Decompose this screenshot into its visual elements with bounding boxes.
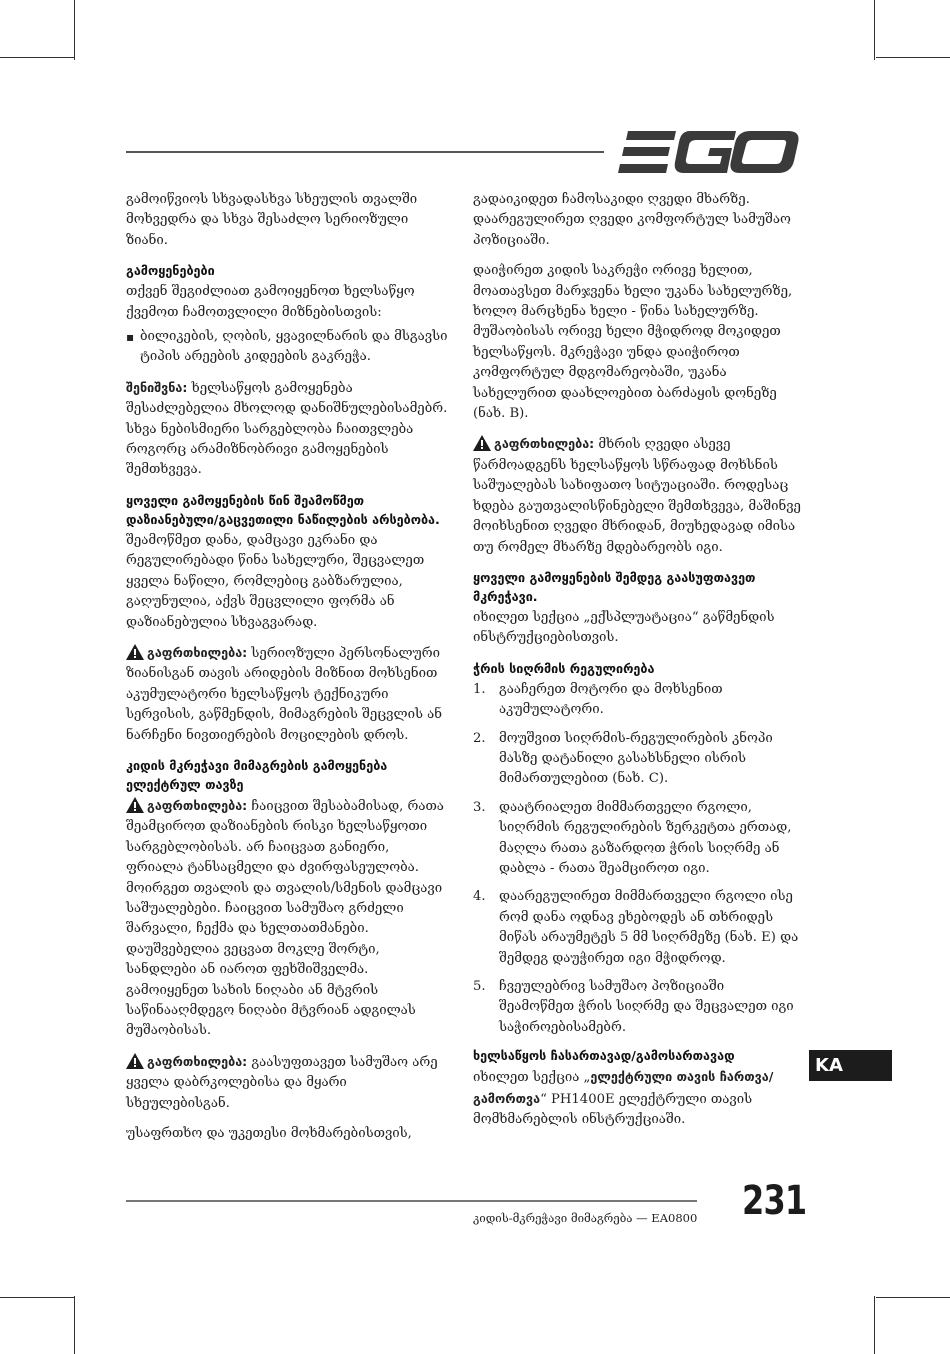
note-text: ხელსაწყოს გამოყენება შესაძლებელია მხოლოდ დანიშნულებისამებრ. სხვა ნებისმიერი სარგებლობა ჩაითვლება როგორც არამიზნობრივი გამოყენების შემთხვევა.	[126, 380, 448, 478]
step-text: დაატრიალეთ მიმმართველი რგოლი, სიღრმის რეგულირების ზერკეტთა ერთად, მაღლა რათა გაზარდოთ ჭრის სიღრმე ან დაბლა - რათა შეამციროთ იგი.	[499, 799, 792, 876]
power-text: “ PH1400E ელექტრული თავის მომხმარებლის ინსტრუქციაში.	[473, 1091, 753, 1128]
strap-paragraph: გადაიკიდეთ ჩამოსაკიდი ღვედი მხარზე. დაარეგულირეთ ღვედი კომფორტულ სამუშაო პოზიციაში.	[473, 192, 791, 248]
intro-paragraph: გამოიწვიოს სხვადასხვა სხეულის თვალში მოხვედრა და სხვა შესაძლო სერიოზული ზიანი.	[126, 192, 418, 248]
uses-heading: გამოყენებები	[126, 263, 215, 279]
warning-text: სერიოზული პერსონალური ზიანისგან თავის არიდების მიზნით მოხსენით აკუმულატორი ხელსაწყოს ტექნიკური სერვისის, გაწმენდის, მიმაგრების შეცვლის ან ნარჩენი ნივთიერების მოცილების დროს.	[126, 645, 443, 743]
step-text: ჩვეულებრივ სამუშაო პოზიციაში შეამოწმეთ ჭრის სიღრმე და შეცვალეთ იგი საჭიროებისამებრ.	[499, 979, 794, 1035]
warning-text: ჩაიცვით შესაბამისად, რათა შეამციროთ დაზიანების რისკი ხელსაწყოთი სარგებლობისას. არ ჩაიცვათ განიერი, ფრიალა ტანსაცმელი და ძვირფასეულობა. მოირგეთ თვალის და თვალის/სმენის დამცავი საშუალებები. ჩაიცვით სამუშაო გრძელი შარვალი, ჩექმა და ხელთათმანები. დაუშვებელია ვეცვათ მოკლე შორტი, სანდლები ან იაროთ ფეხშიშველმა. გამოიყენეთ სახის ნიღაბი ან მტვრის საწინააღმდეგო ნიღაბი მტვრიან ადგილას მუშაობისას.	[126, 798, 444, 1039]
note-label: შენიშვნა:	[126, 379, 188, 395]
check-heading: ყოველი გამოყენების წინ შეამოწმეთ დაზიანებული/გაცვეთილი ნაწილების არსებობა.	[126, 492, 440, 527]
warning-paragraph	[126, 1052, 448, 1114]
list-item	[473, 680, 803, 721]
warning-label: გაფრთხილება:	[147, 1053, 248, 1069]
safety-paragraph: უსაფრთხო და უკეთესი მოხმარებისთვის,	[126, 1126, 412, 1142]
warning-label: გაფრთხილება:	[147, 797, 248, 813]
crop-mark	[876, 57, 950, 58]
uses-paragraph: თქვენ შეგიძლიათ გამოიყენოთ ხელსაწყო ქვემოთ ჩამოთვლილი მიზნებისთვის:	[126, 284, 415, 320]
power-bold-text: ელექტრული თავის ჩართვა/გამორთვა	[473, 1069, 774, 1106]
crop-mark	[876, 1297, 950, 1298]
warning-label: გაფრთხილება:	[147, 644, 248, 660]
crop-mark	[74, 1296, 75, 1354]
warning-triangle-icon	[473, 435, 491, 451]
warning-paragraph	[473, 434, 803, 557]
warning-triangle-icon	[126, 644, 144, 660]
step-number: 5.	[473, 979, 486, 994]
list-item: ▪ ბილიკების, ღობის, ყვავილნარის და მსგავსი ტიპის არეების კიდეების გაკრეჭა.	[126, 327, 448, 368]
warning-triangle-icon	[126, 1053, 144, 1069]
page-number: 231	[742, 1178, 807, 1224]
list-item	[473, 887, 803, 969]
language-badge: KA	[809, 1050, 892, 1081]
depth-heading: ჭრის სიღრმის რეგულირება	[473, 660, 655, 676]
footer-text: კიდის-მკრეჭავი მიმაგრება — EA0800	[473, 1211, 698, 1225]
step-text: გააჩერეთ მოტორი და მოხსენით აკუმულატორი.	[499, 681, 723, 718]
crop-mark	[0, 1297, 74, 1298]
header-rule	[126, 151, 604, 153]
right-column	[473, 190, 803, 1140]
crop-mark	[874, 0, 875, 60]
crop-mark	[0, 57, 74, 58]
crop-mark	[74, 0, 75, 60]
warning-paragraph	[126, 643, 448, 746]
power-text: იხილეთ სექცია „	[473, 1070, 591, 1086]
power-paragraph	[473, 1067, 803, 1130]
crop-mark	[874, 1296, 875, 1354]
left-column	[126, 190, 448, 1154]
attachment-heading: კიდის მკრეჭავი მიმაგრების გამოყენება ელექტრულ თავზე	[126, 757, 388, 792]
note-paragraph	[126, 378, 448, 481]
warning-triangle-icon	[126, 797, 144, 813]
uses-list	[126, 327, 448, 368]
warning-text: მხრის ღვედი ასევე წარმოადგენს ხელსაწყოს სწრაფად მოხსნის საშუალებას სახიფათო სიტუაციაში. როდესაც ხდება გაუთვალისწინებელი შემთხვევა, მაშინვე მოიხსენით ღვედი მხრიდან, მიუხედავად იმისა თუ რომელ მხარზე მდებარეობს იგი.	[473, 437, 801, 555]
warning-paragraph	[126, 796, 448, 1042]
grip-paragraph: დაიჭირეთ კიდის საკრეჭი ორივე ხელით, მოათავსეთ მარჯვენა ხელი უკანა სახელურზე, ხოლო მარცხენა ხელი - წინა სახელურზე. მუშაობისას ორივე ხელი მჭიდროდ მოკიდეთ ხელსაწყოს. მკრეჭავი უნდა დაიჭიროთ კომფორტულ მდგომარეობაში, უკანა სახელურით დაახლოებით ბარძაყის დონეზე (ნახ. B).	[473, 263, 793, 422]
list-item	[473, 798, 803, 880]
warning-label: გაფრთხილება:	[494, 436, 595, 452]
step-number: 2.	[473, 730, 486, 746]
clean-paragraph: იხილეთ სექცია „ექსპლუატაცია“ გაწმენდის ინსტრუქციებისთვის.	[473, 609, 775, 646]
step-number: 3.	[473, 799, 486, 815]
power-heading: ხელსაწყოს ჩასართავად/გამოსართავად	[473, 1048, 735, 1064]
depth-steps-list	[473, 680, 803, 1039]
step-number: 1.	[473, 681, 486, 697]
check-paragraph: შეამოწმეთ დანა, დამცავი ეკრანი და რეგულირებადი წინა სახელური, შეცვალეთ ყველა ნაწილი, რომლებიც გაბზარულია, გაღუნულია, აქვს შეცვლილი ფორმა ან დაზიანებულია სხვაგვარად.	[126, 532, 425, 630]
list-item	[473, 977, 803, 1038]
list-item	[473, 729, 803, 790]
step-text: დაარეგულირეთ მიმმართველი რგოლი ისე რომ დანა ოდნავ ეხებოდეს ან თხრიდეს მიწას არაუმეტეს 5 მმ სიღრმეზე (ნახ. E) და შემდეგ დაუჭირეთ იგი მჭიდროდ.	[499, 889, 799, 966]
clean-heading: ყოველი გამოყენების შემდეგ გაასუფთავეთ მკრეჭავი.	[473, 569, 756, 604]
step-number: 4.	[473, 889, 486, 905]
step-text: მოუშვით სიღრმის-რეგულირების კნოპი მასზე დატანილი გასახსნელი ისრის მიმართულებით (ნახ. C).	[499, 730, 773, 787]
ego-logo	[618, 131, 800, 173]
footer-rule	[126, 1200, 697, 1202]
warning-text: გაასუფთავეთ სამუშაო არე ყველა დაბრკოლებისა და მყარი სხეულებისგან.	[126, 1054, 438, 1111]
